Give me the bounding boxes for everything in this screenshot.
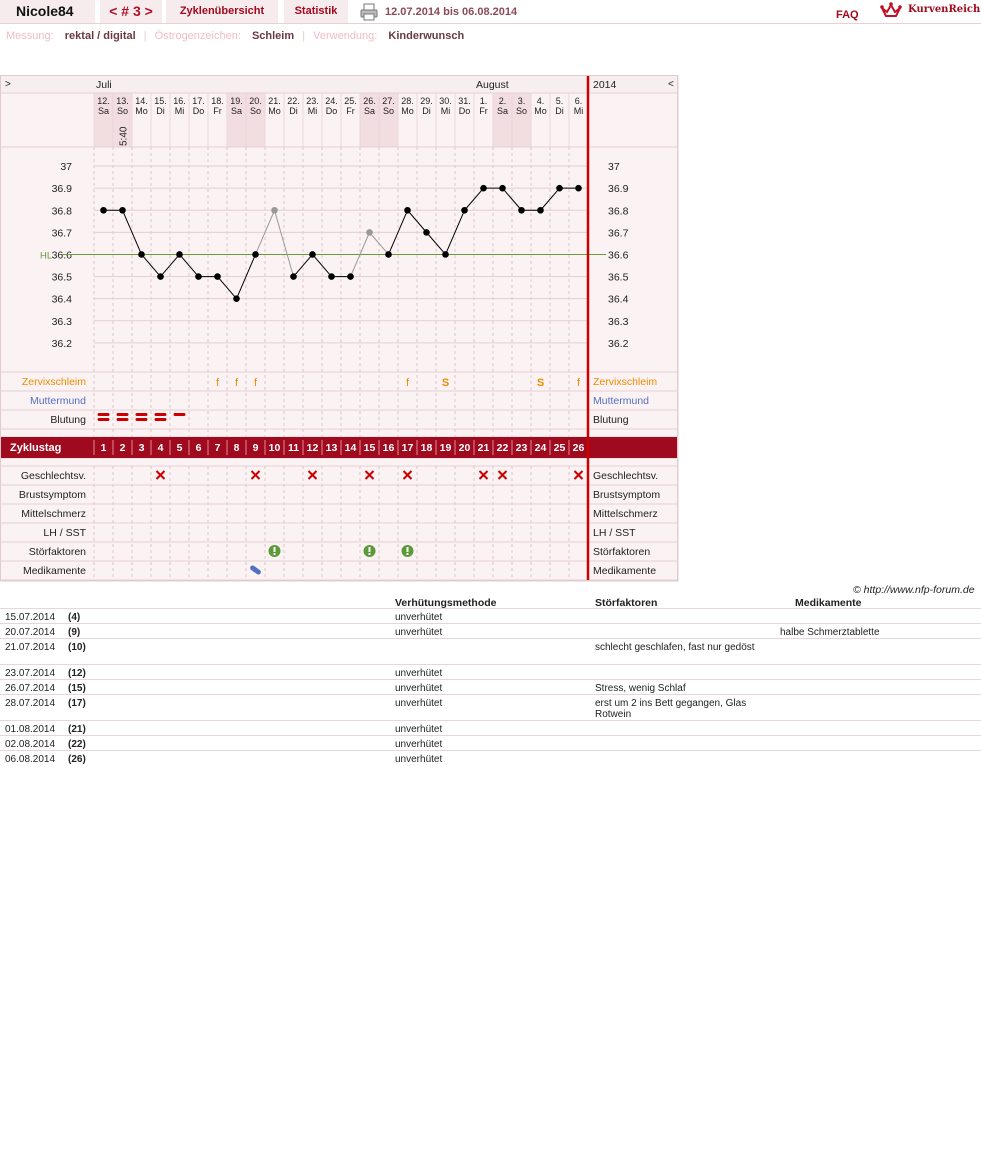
day-number: 28. xyxy=(401,96,414,106)
y-tick-left: 36.7 xyxy=(51,227,72,240)
cycle-day-number: 1 xyxy=(100,442,107,454)
tab-cycle-overview[interactable]: Zyklenübersicht xyxy=(166,0,278,23)
day-number: 14. xyxy=(135,96,148,106)
table-row xyxy=(0,638,981,664)
temp-point xyxy=(385,251,392,258)
weekday: Fr xyxy=(479,106,488,116)
cycle-day-number: 4 xyxy=(157,442,164,454)
temp-point xyxy=(556,185,563,192)
weekday: Do xyxy=(192,106,205,116)
weekday: Di xyxy=(422,106,431,116)
header-method: Verhütungsmethode xyxy=(395,597,497,609)
row-date: 20.07.2014 xyxy=(5,627,56,638)
cycle-day-number: 21 xyxy=(477,442,490,454)
weekday: Sa xyxy=(496,106,509,116)
measurement-value: rektal / digital xyxy=(64,30,136,42)
temp-point xyxy=(404,207,411,214)
weekday: So xyxy=(515,106,528,116)
y-tick-right: 36.3 xyxy=(608,315,629,328)
y-tick-right: 36.9 xyxy=(608,183,629,196)
row-label-right-lh: LH / SST xyxy=(593,527,636,539)
temp-point xyxy=(195,273,202,280)
printer-icon[interactable] xyxy=(360,3,378,21)
month-label: August xyxy=(476,79,509,91)
weekday: Mi xyxy=(573,106,584,116)
row-cycle-day: (22) xyxy=(68,739,86,750)
cycle-day-number: 23 xyxy=(515,442,528,454)
day-number: 4. xyxy=(536,96,545,106)
table-row xyxy=(0,694,981,720)
y-tick-right: 36.5 xyxy=(608,271,629,284)
cycle-day-number: 24 xyxy=(534,442,547,454)
y-tick-left: 36.2 xyxy=(51,337,72,350)
row-label-lh: LH / SST xyxy=(43,527,86,539)
row-label-stoer: Störfaktoren xyxy=(28,546,86,558)
disturbance-icon-bar xyxy=(369,547,371,552)
row-label-gv: Geschlechtsv. xyxy=(20,470,86,482)
cycle-day-number: 19 xyxy=(439,442,452,454)
row-label-right-mittel: Mittelschmerz xyxy=(593,508,658,520)
weekday: Fr xyxy=(346,106,355,116)
cycle-day-number: 26 xyxy=(572,442,585,454)
row-method: unverhütet xyxy=(395,683,443,694)
row-method: unverhütet xyxy=(395,612,443,623)
cycle-day-number: 25 xyxy=(553,442,566,454)
logo-text: KurvenReich xyxy=(908,4,981,15)
year-label: 2014 xyxy=(593,79,617,91)
day-number: 19. xyxy=(230,96,243,106)
measurement-label: Messung: xyxy=(6,30,54,42)
row-label-right-muttermund: Muttermund xyxy=(593,395,650,407)
mucus-mark: f xyxy=(234,377,239,389)
temp-point xyxy=(252,251,259,258)
row-label-zervix: Zervixschleim xyxy=(21,376,86,388)
cycle-day-number: 5 xyxy=(176,442,183,454)
table-row xyxy=(0,679,981,694)
copyright: © http://www.nfp-forum.de xyxy=(853,584,975,596)
cycle-navigation[interactable]: < # 3 > xyxy=(100,0,162,23)
temp-point xyxy=(157,273,164,280)
y-tick-left: 36.3 xyxy=(51,315,72,328)
cycle-day-number: 6 xyxy=(195,442,202,454)
cycle-day-number: 13 xyxy=(325,442,338,454)
cycle-day-number: 15 xyxy=(363,442,376,454)
row-label-brust: Brustsymptom xyxy=(18,489,86,501)
day-number: 26. xyxy=(363,96,376,106)
weekday: Sa xyxy=(230,106,243,116)
y-tick-left: 36.4 xyxy=(51,293,72,306)
cycle-day-number: 17 xyxy=(401,442,414,454)
bleeding-mark xyxy=(117,418,129,421)
y-tick-left: 37 xyxy=(60,161,72,174)
row-disturbances: erst um 2 ins Bett gegangen, Glas Rotwein xyxy=(595,698,747,720)
day-number: 15. xyxy=(154,96,167,106)
y-tick-left: 36.9 xyxy=(51,183,72,196)
estrogen-value: Schleim xyxy=(251,30,295,42)
temp-point xyxy=(309,251,316,258)
y-tick-right: 36.2 xyxy=(608,337,629,350)
weekday: So xyxy=(116,106,129,116)
day-number: 25. xyxy=(344,96,357,106)
weekday: Do xyxy=(458,106,471,116)
weekday: Do xyxy=(325,106,338,116)
weekday: So xyxy=(382,106,395,116)
weekday: Di xyxy=(289,106,298,116)
cycle-day-number: 9 xyxy=(252,442,259,454)
day-number: 21. xyxy=(268,96,281,106)
y-tick-left: 36.6 xyxy=(51,249,72,262)
disturbance-icon-dot xyxy=(369,553,371,555)
temp-point xyxy=(290,273,297,280)
temp-point xyxy=(100,207,107,214)
day-number: 1. xyxy=(479,96,488,106)
row-label-mittel: Mittelschmerz xyxy=(21,508,86,520)
day-number: 3. xyxy=(517,96,526,106)
row-label-right-blutung: Blutung xyxy=(593,414,629,426)
temp-point xyxy=(518,207,525,214)
row-date: 23.07.2014 xyxy=(5,668,56,679)
row-date: 28.07.2014 xyxy=(5,698,56,709)
usage-label: Verwendung: xyxy=(313,30,378,42)
header-medication: Medikamente xyxy=(795,597,862,609)
temp-point xyxy=(423,229,430,236)
row-label-blutung: Blutung xyxy=(50,414,86,426)
cycle-day-number: 3 xyxy=(138,442,145,454)
weekday: So xyxy=(249,106,262,116)
top-bar xyxy=(0,0,981,24)
cycle-day-number: 14 xyxy=(344,442,357,454)
table-row xyxy=(0,735,981,750)
row-date: 15.07.2014 xyxy=(5,612,56,623)
day-number: 18. xyxy=(211,96,224,106)
temp-point xyxy=(119,207,126,214)
temp-point xyxy=(328,273,335,280)
row-date: 21.07.2014 xyxy=(5,642,56,653)
temp-point xyxy=(138,251,145,258)
cycle-day-number: 20 xyxy=(458,442,471,454)
temp-point xyxy=(480,185,487,192)
day-number: 13. xyxy=(116,96,129,106)
cycle-day-number: 7 xyxy=(214,442,221,454)
temp-point xyxy=(537,207,544,214)
row-cycle-day: (9) xyxy=(68,627,81,638)
day-number: 16. xyxy=(173,96,186,106)
temp-point xyxy=(271,207,278,214)
disturbance-icon-bar xyxy=(274,547,276,552)
row-method: unverhütet xyxy=(395,739,443,750)
row-disturbances: schlecht geschlafen, fast nur gedöst xyxy=(595,642,755,653)
cycle-day-number: 11 xyxy=(287,442,300,454)
chart-background xyxy=(0,75,678,581)
y-tick-left: 36.8 xyxy=(51,205,72,218)
day-number: 12. xyxy=(97,96,110,106)
day-number: 29. xyxy=(420,96,433,106)
row-cycle-day: (26) xyxy=(68,754,86,765)
table-row xyxy=(0,720,981,735)
temp-point xyxy=(233,295,240,302)
weekday: Mi xyxy=(307,106,318,116)
y-tick-right: 36.8 xyxy=(608,205,629,218)
mucus-mark: S xyxy=(536,377,545,389)
weekday: Di xyxy=(555,106,564,116)
row-label-right-medi: Medikamente xyxy=(593,565,657,577)
temp-point xyxy=(442,251,449,258)
y-tick-right: 37 xyxy=(608,161,620,174)
temp-point xyxy=(575,185,582,192)
weekday: Sa xyxy=(97,106,110,116)
day-number: 20. xyxy=(249,96,262,106)
mucus-mark: f xyxy=(253,377,258,389)
disturbance-icon-bar xyxy=(407,547,409,552)
cycle-day-number: 2 xyxy=(119,442,126,454)
bleeding-mark xyxy=(98,418,110,421)
crown-logo-icon xyxy=(880,2,902,20)
temp-point xyxy=(214,273,221,280)
disturbance-icon-dot xyxy=(407,553,409,555)
temp-point xyxy=(499,185,506,192)
measure-time: 5:40 xyxy=(118,126,130,146)
bleeding-mark xyxy=(155,418,167,421)
row-date: 01.08.2014 xyxy=(5,724,56,735)
row-cycle-day: (21) xyxy=(68,724,86,735)
day-number: 22. xyxy=(287,96,300,106)
date-range: 12.07.2014 bis 06.08.2014 xyxy=(385,6,518,18)
cycle-day-number: 18 xyxy=(420,442,433,454)
y-tick-right: 36.4 xyxy=(608,293,629,306)
table-row xyxy=(0,750,981,765)
table-row xyxy=(0,664,981,679)
mucus-mark: f xyxy=(576,377,581,389)
bleeding-mark xyxy=(136,418,148,421)
mucus-mark: f xyxy=(215,377,220,389)
bleeding-mark xyxy=(174,413,186,416)
month-label: Juli xyxy=(96,79,112,91)
day-number: 6. xyxy=(574,96,583,106)
day-number: 2. xyxy=(498,96,507,106)
bleeding-mark xyxy=(155,413,167,416)
table-row xyxy=(0,608,981,623)
estrogen-label: Östrogenzeichen: xyxy=(154,30,241,42)
temp-point xyxy=(461,207,468,214)
disturbance-icon-dot xyxy=(274,553,276,555)
row-method: unverhütet xyxy=(395,754,443,765)
row-method: unverhütet xyxy=(395,724,443,735)
row-cycle-day: (10) xyxy=(68,642,86,653)
day-number: 17. xyxy=(192,96,205,106)
row-cycle-day: (4) xyxy=(68,612,81,623)
row-date: 06.08.2014 xyxy=(5,754,56,765)
row-label-right-zervix: Zervixschleim xyxy=(593,376,658,388)
cycle-day-number: 16 xyxy=(382,442,395,454)
bleeding-mark xyxy=(136,413,148,416)
row-cycle-day: (17) xyxy=(68,698,86,709)
bleeding-mark xyxy=(98,413,110,416)
day-number: 31. xyxy=(458,96,471,106)
temp-point xyxy=(347,273,354,280)
row-cycle-day: (12) xyxy=(68,668,86,679)
header-disturbances: Störfaktoren xyxy=(595,597,658,609)
row-date: 26.07.2014 xyxy=(5,683,56,694)
row-method: unverhütet xyxy=(395,698,443,709)
row-medication: halbe Schmerztablette xyxy=(780,627,880,638)
day-number: 27. xyxy=(382,96,395,106)
row-method: unverhütet xyxy=(395,627,443,638)
weekday: Di xyxy=(156,106,165,116)
row-label-right-gv: Geschlechtsv. xyxy=(593,470,659,482)
weekday: Mo xyxy=(135,106,148,116)
info-line: Messung: rektal / digital | Östrogenzeichen: Schleim | Verwendung: Kinderwunsch xyxy=(6,30,465,42)
next-cycle-arrow[interactable]: < xyxy=(668,79,674,90)
row-label-muttermund: Muttermund xyxy=(29,395,86,407)
y-tick-right: 36.7 xyxy=(608,227,629,240)
day-number: 5. xyxy=(555,96,564,106)
day-number: 23. xyxy=(306,96,319,106)
row-date: 02.08.2014 xyxy=(5,739,56,750)
row-method: unverhütet xyxy=(395,668,443,679)
weekday: Mi xyxy=(174,106,185,116)
cycle-day-number: 8 xyxy=(233,442,240,454)
y-tick-left: 36.5 xyxy=(51,271,72,284)
cycle-day-number: 22 xyxy=(496,442,509,454)
username: Nicole84 xyxy=(0,0,95,23)
weekday: Mi xyxy=(440,106,451,116)
tab-statistics[interactable]: Statistik xyxy=(284,0,348,23)
weekday: Mo xyxy=(268,106,281,116)
row-label-right-stoer: Störfaktoren xyxy=(593,546,651,558)
day-number: 24. xyxy=(325,96,338,106)
cycle-day-label: Zyklustag xyxy=(10,442,62,454)
temp-point xyxy=(176,251,183,258)
row-cycle-day: (15) xyxy=(68,683,86,694)
cover-line-label: HL xyxy=(40,250,53,262)
faq-link[interactable]: FAQ xyxy=(836,9,859,21)
table-row xyxy=(0,623,981,638)
cycle-chart xyxy=(0,75,680,583)
cycle-day-number: 10 xyxy=(268,442,281,454)
weekday: Mo xyxy=(534,106,547,116)
cycle-day-number: 12 xyxy=(306,442,319,454)
mucus-mark: f xyxy=(405,377,410,389)
temp-point xyxy=(366,229,373,236)
weekday: Mo xyxy=(401,106,414,116)
y-tick-right: 36.6 xyxy=(608,249,629,262)
row-label-right-brust: Brustsymptom xyxy=(593,489,661,501)
usage-value: Kinderwunsch xyxy=(388,30,465,42)
row-label-medi: Medikamente xyxy=(22,565,86,577)
mucus-mark: S xyxy=(441,377,450,389)
row-disturbances: Stress, wenig Schlaf xyxy=(595,683,686,694)
weekday: Sa xyxy=(363,106,376,116)
bleeding-mark xyxy=(117,413,129,416)
prev-cycle-arrow[interactable]: > xyxy=(5,79,11,90)
day-number: 30. xyxy=(439,96,452,106)
weekday: Fr xyxy=(213,106,222,116)
